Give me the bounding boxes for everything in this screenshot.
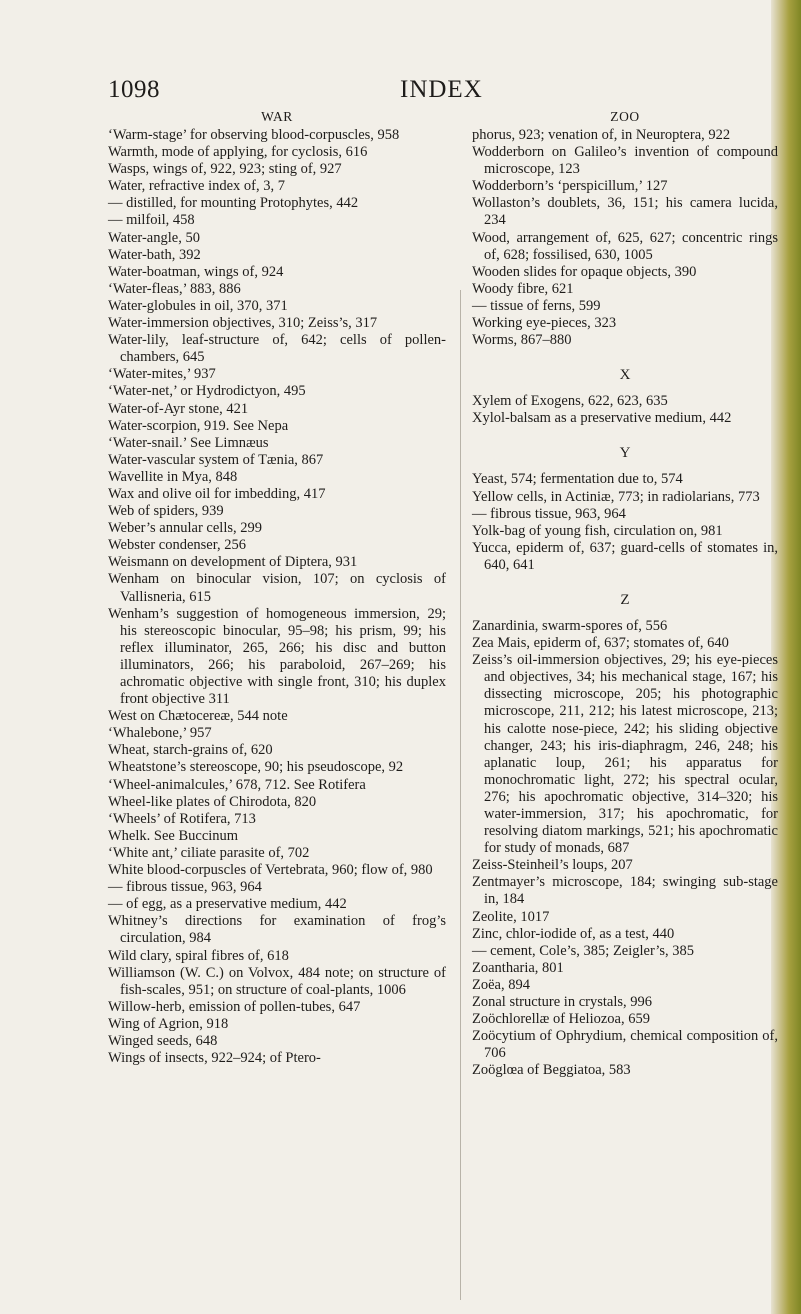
- index-entry: ‘Wheel-animalcules,’ 678, 712. See Rotifera: [108, 776, 366, 793]
- index-entry: Water-angle, 50: [108, 229, 200, 246]
- index-entry: Worms, 867–880: [472, 332, 572, 349]
- index-entry: — fibrous tissue, 963, 964: [472, 505, 626, 522]
- index-entry: Weismann on development of Diptera, 931: [108, 554, 358, 571]
- index-entry: — fibrous tissue, 963, 964: [108, 879, 262, 896]
- index-entry: ‘Water-mites,’ 937: [108, 366, 216, 383]
- index-entry: Zeiss’s oil-immersion objectives, 29; his eye-pieces and objectives, 34; his mechanical stage, 167; his dissecting microscope, 205; his photographic microscope, 211, 212; his latest microscope, 213; his calotte nose-piece, 242; his sliding objective changer, 243; his iris-diaphragm, 246, 248; his aplanatic loup, 261; his apparatus for monochromatic light, 272; his spectral ocular, 276; his apochromatic objective, 314–320; his water-immersion, 317; his apochromatic, for resolving diatom markings, 521; his apochromatic for study of monads, 687: [472, 652, 778, 857]
- index-entry: Zea Mais, epiderm of, 637; stomates of, 640: [472, 635, 729, 652]
- index-entry: Water-bath, 392: [108, 246, 201, 263]
- index-entry: Weber’s annular cells, 299: [108, 520, 262, 537]
- index-entry: Winged seeds, 648: [108, 1032, 218, 1049]
- index-entry: Wheatstone’s stereoscope, 90; his pseudoscope, 92: [108, 759, 404, 776]
- index-entry: Water-lily, leaf-structure of, 642; cells of pollen-chambers, 645: [108, 332, 446, 366]
- index-entry: Zeiss-Steinheil’s loups, 207: [472, 857, 633, 874]
- index-entry: ‘Water-snail.’ See Limnæus: [108, 434, 269, 451]
- section-letter-y: Y: [619, 445, 631, 462]
- index-entry: Wing of Agrion, 918: [108, 1015, 229, 1032]
- index-entry: Wood, arrangement of, 625, 627; concentric rings of, 628; fossilised, 630, 1005: [472, 229, 778, 263]
- index-entry: Wenham’s suggestion of homogeneous immersion, 29; his stereoscopic binocular, 95–98; his prism, 99; his reflex illuminator, 265, 266; his disc and button illuminators, 266; his paraboloid, 267–269; his achromatic objective with single front, 310; his duplex front objective 311: [108, 605, 446, 708]
- index-entry: Wheat, starch-grains of, 620: [108, 742, 273, 759]
- index-entry: — tissue of ferns, 599: [472, 297, 601, 314]
- index-entry: — milfoil, 458: [108, 212, 195, 229]
- index-entries-y: [472, 471, 778, 574]
- right-column-head: ZOO: [610, 109, 640, 124]
- index-entry: ‘White ant,’ ciliate parasite of, 702: [108, 844, 310, 861]
- index-entry: Web of spiders, 939: [108, 503, 224, 520]
- index-entry: Zinc, chlor-iodide of, as a test, 440: [472, 925, 675, 942]
- index-entries-w-cont: [472, 127, 778, 349]
- index-entry: Water, refractive index of, 3, 7: [108, 178, 286, 195]
- index-entry: Whelk. See Buccinum: [108, 827, 239, 844]
- index-entry: Wax and olive oil for imbedding, 417: [108, 485, 326, 502]
- index-entry: ‘Water-fleas,’ 883, 886: [108, 280, 241, 297]
- index-entry: Water-immersion objectives, 310; Zeiss’s, 317: [108, 315, 378, 332]
- index-entry: Working eye-pieces, 323: [472, 315, 617, 332]
- index-entry: Wings of insects, 922–924; of Ptero-: [108, 1050, 321, 1067]
- index-entry: Zoantharia, 801: [472, 959, 564, 976]
- index-entry: Yellow cells, in Actiniæ, 773; in radiolarians, 773: [472, 488, 760, 505]
- index-entry: Water-boatman, wings of, 924: [108, 263, 284, 280]
- index-entry: Zoëa, 894: [472, 976, 530, 993]
- index-entry: Williamson (W. C.) on Volvox, 484 note; on structure of fish-scales, 951; on structure of coal-plants, 1006: [108, 964, 446, 998]
- index-entry: ‘Whalebone,’ 957: [108, 725, 212, 742]
- index-entries-x: [472, 393, 778, 427]
- right-column: [472, 108, 778, 1080]
- index-entry: Water-of-Ayr stone, 421: [108, 400, 249, 417]
- index-entries-w: [108, 127, 446, 1067]
- index-entry: Whitney’s directions for examination of frog’s circulation, 984: [108, 913, 446, 947]
- index-entries-z: [472, 618, 778, 1080]
- index-entry: Zeolite, 1017: [472, 908, 550, 925]
- index-entry: ‘Wheels’ of Rotifera, 713: [108, 810, 256, 827]
- index-entry: Zoöchlorellæ of Heliozoa, 659: [472, 1011, 650, 1028]
- index-entry: Water-globules in oil, 370, 371: [108, 297, 288, 314]
- left-column-head: WAR: [261, 109, 293, 124]
- index-entry: Water-scorpion, 919. See Nepa: [108, 417, 289, 434]
- index-entry: ‘Water-net,’ or Hydrodictyon, 495: [108, 383, 306, 400]
- index-entry: Wollaston’s doublets, 36, 151; his camera lucida, 234: [472, 195, 778, 229]
- index-entry: Wheel-like plates of Chirodota, 820: [108, 793, 317, 810]
- index-entry: Wodderborn’s ‘perspicillum,’ 127: [472, 178, 668, 195]
- index-entry: Zonal structure in crystals, 996: [472, 994, 652, 1011]
- index-entry: White blood-corpuscles of Vertebrata, 960; flow of, 980: [108, 862, 433, 879]
- index-entry: Zoöcytium of Ophrydium, chemical composition of, 706: [472, 1028, 778, 1062]
- index-entry: Yeast, 574; fermentation due to, 574: [472, 471, 683, 488]
- index-entry: Willow-herb, emission of pollen-tubes, 647: [108, 998, 361, 1015]
- index-entry: phorus, 923; venation of, in Neuroptera, 922: [472, 127, 731, 143]
- index-entry: Wooden slides for opaque objects, 390: [472, 263, 697, 280]
- index-entry: Wasps, wings of, 922, 923; sting of, 927: [108, 161, 342, 178]
- index-entry: — cement, Cole’s, 385; Zeigler’s, 385: [472, 942, 695, 959]
- index-entry: Yolk-bag of young fish, circulation on, 981: [472, 522, 723, 539]
- index-entry: — of egg, as a preservative medium, 442: [108, 896, 347, 913]
- index-entry: Warmth, mode of applying, for cyclosis, 616: [108, 144, 368, 161]
- index-entry: Yucca, epiderm of, 637; guard-cells of stomates in, 640, 641: [472, 539, 778, 573]
- index-entry: ‘Warm-stage’ for observing blood-corpuscles, 958: [108, 127, 400, 143]
- index-entry: Woody fibre, 621: [472, 280, 574, 297]
- section-letter-z: Z: [620, 591, 630, 608]
- index-entry: Zanardinia, swarm-spores of, 556: [472, 617, 668, 634]
- index-entry: Wodderborn on Galileo’s invention of compound microscope, 123: [472, 144, 778, 178]
- index-entry: Xylem of Exogens, 622, 623, 635: [472, 393, 668, 410]
- index-entry: Wenham on binocular vision, 107; on cyclosis of Vallisneria, 615: [108, 571, 446, 605]
- index-entry: Wild clary, spiral fibres of, 618: [108, 947, 289, 964]
- index-entry: Water-vascular system of Tænia, 867: [108, 451, 324, 468]
- section-letter-x: X: [619, 367, 631, 384]
- index-entry: Zoöglœa of Beggiatoa, 583: [472, 1062, 631, 1079]
- running-title: INDEX: [400, 76, 483, 103]
- index-entry: West on Chætocereæ, 544 note: [108, 708, 288, 725]
- index-entry: Wavellite in Mya, 848: [108, 468, 238, 485]
- column-divider: [460, 290, 461, 1300]
- index-entry: Xylol-balsam as a preservative medium, 442: [472, 410, 732, 427]
- index-entry: — distilled, for mounting Protophytes, 442: [108, 195, 359, 212]
- index-entry: Webster condenser, 256: [108, 537, 246, 554]
- index-entry: Zentmayer’s microscope, 184; swinging sub-stage in, 184: [472, 874, 778, 908]
- page-number: 1098: [108, 76, 160, 103]
- left-column: [108, 108, 446, 1067]
